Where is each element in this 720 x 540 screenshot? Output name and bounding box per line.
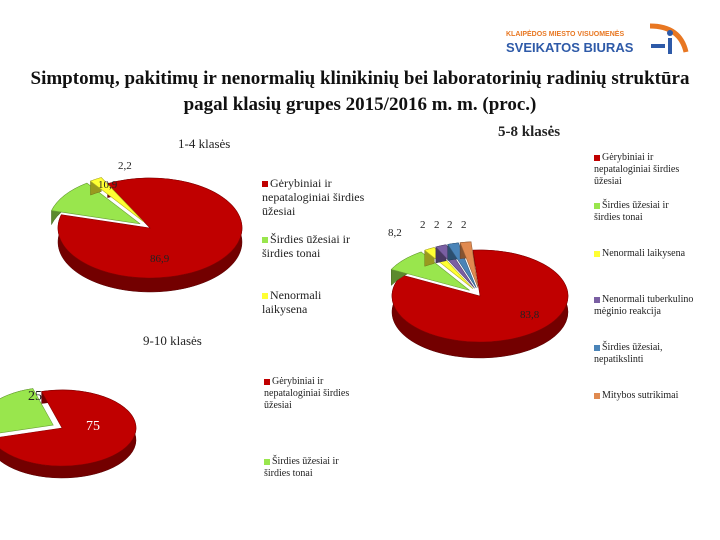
pie-value-label: 2 <box>420 219 426 231</box>
legend-swatch <box>594 297 600 303</box>
chart-title-5-8: 5-8 klasės <box>498 124 561 140</box>
legend-swatch <box>264 459 270 465</box>
legend-label: Nenormali tuberkulino mėginio reakcija <box>594 294 694 317</box>
legend-label: Gėrybiniai ir nepataloginiai širdies ūžesiai <box>262 176 365 218</box>
legend-label: Nenormali laikysena <box>262 288 322 316</box>
legend-5-8-item-1 <box>594 200 694 224</box>
pie-value-label: 25 <box>28 389 42 404</box>
legend-label: Gėrybiniai ir nepataloginiai širdies ūžesiai <box>264 376 350 411</box>
legend-swatch <box>262 293 268 299</box>
legend-9-10-item-1 <box>264 456 364 480</box>
pie-value-label: 10,9 <box>98 179 118 191</box>
legend-swatch <box>262 181 268 187</box>
legend-label: Gėrybiniai ir nepataloginiai širdies ūžesiai <box>594 152 680 187</box>
legend-label: Mitybos sutrikimai <box>602 390 679 401</box>
page-title: Simptomų, pakitimų ir nenormalių klinikinių bei laboratorinių radinių struktūra pagal klasių grupes 2015/2016 m. m. (proc.) <box>30 68 690 115</box>
legend-swatch <box>594 203 600 209</box>
legend-5-8-item-0 <box>594 152 694 188</box>
legend-swatch <box>594 393 600 399</box>
pie-value-label: 2,2 <box>118 160 132 172</box>
legend-1-4-item-1 <box>262 232 372 260</box>
legend-1-4-item-2 <box>262 288 352 316</box>
legend-label: Širdies ūžesiai, nepatikslinti <box>594 342 663 365</box>
legend-swatch <box>262 237 268 243</box>
legend-swatch <box>594 155 600 161</box>
legend-swatch <box>264 379 270 385</box>
legend-5-8-item-2 <box>594 248 704 260</box>
legend-1-4-item-0 <box>262 176 372 218</box>
legend-9-10-item-0 <box>264 376 364 412</box>
logo-main-text: SVEIKATOS BIURAS <box>506 40 634 55</box>
chart-title-9-10: 9-10 klasės <box>143 333 202 348</box>
legend-label: Širdies ūžesiai ir širdies tonai <box>594 200 669 223</box>
legend-5-8-item-4 <box>594 342 694 366</box>
pie-value-label: 8,2 <box>388 227 402 239</box>
pie-value-label: 75 <box>86 419 100 434</box>
legend-label: Širdies ūžesiai ir širdies tonai <box>264 456 339 479</box>
legend-label: Nenormali laikysena <box>602 248 686 259</box>
pie-value-label: 86,9 <box>150 253 170 265</box>
legend-5-8-item-5 <box>594 390 704 402</box>
legend-swatch <box>594 345 600 351</box>
chart-title-1-4: 1-4 klasės <box>178 136 231 151</box>
legend-5-8-item-3 <box>594 294 704 318</box>
legend-swatch <box>594 251 600 257</box>
pie-value-label: 2 <box>434 219 440 231</box>
pie-value-label: 2 <box>447 219 453 231</box>
legend-label: Širdies ūžesiai ir širdies tonai <box>262 232 350 260</box>
pie-value-label: 83,8 <box>520 309 540 321</box>
pie-value-label: 2 <box>461 219 467 231</box>
logo-top-text: KLAIPĖDOS MIESTO VISUOMENĖS <box>506 31 625 38</box>
